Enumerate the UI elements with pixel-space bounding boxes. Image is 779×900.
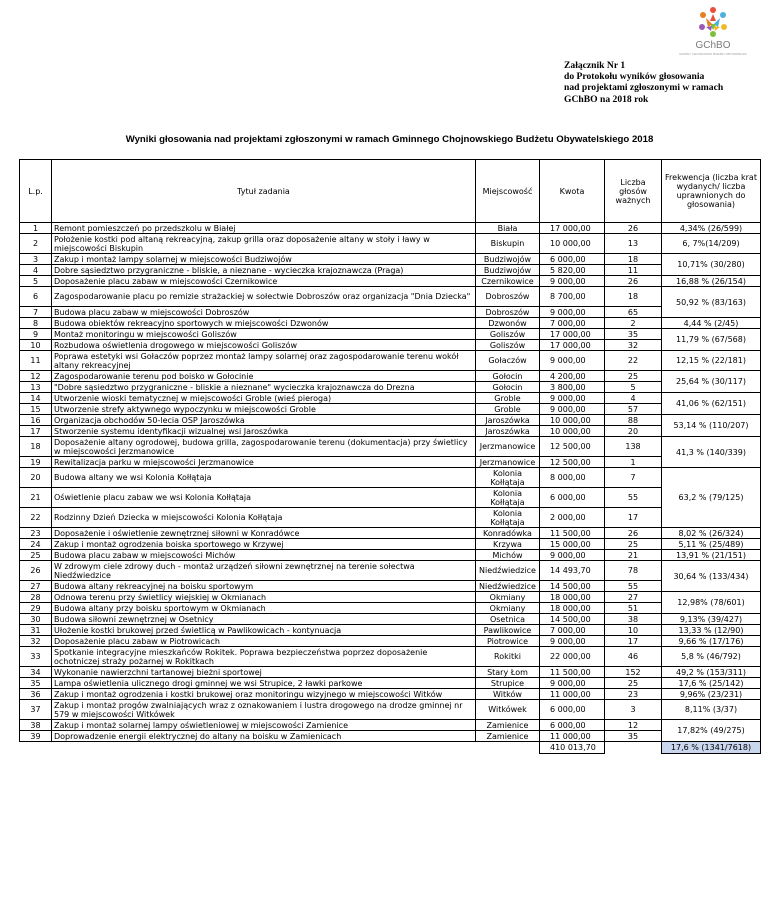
row-number: 31 bbox=[20, 625, 52, 636]
valid-votes: 25 bbox=[605, 678, 662, 689]
location: Konradówka bbox=[476, 528, 540, 539]
valid-votes: 25 bbox=[605, 371, 662, 382]
task-title: Doprowadzenie energii elektrycznej do altany na boisku w Zamienicach bbox=[52, 731, 476, 742]
row-number: 13 bbox=[20, 382, 52, 393]
table-row bbox=[20, 488, 761, 508]
location: Goliszów bbox=[476, 329, 540, 340]
task-title: Zagospodarowanie placu po remizie strażackiej w sołectwie Dobroszów oraz organizacja "Dnia Dziecka" bbox=[52, 287, 476, 307]
location: Budziwojów bbox=[476, 265, 540, 276]
row-number: 9 bbox=[20, 329, 52, 340]
location: Dobroszów bbox=[476, 287, 540, 307]
table-row bbox=[20, 689, 761, 700]
attachment-line: GChBO na 2018 rok bbox=[564, 93, 649, 105]
row-number: 11 bbox=[20, 351, 52, 371]
turnout: 41,06 % (62/151) bbox=[662, 393, 761, 415]
location: Kolonia Kołłątaja bbox=[476, 488, 540, 508]
valid-votes: 27 bbox=[605, 592, 662, 603]
table-row bbox=[20, 468, 761, 488]
location: Osetnica bbox=[476, 614, 540, 625]
amount: 11 000,00 bbox=[540, 689, 605, 700]
page-title: Wyniki głosowania nad projektami zgłoszonymi w ramach Gminnego Chojnowskiego Budżetu Obywatelskiego 2018 bbox=[125, 134, 654, 145]
row-number: 7 bbox=[20, 307, 52, 318]
valid-votes: 4 bbox=[605, 393, 662, 404]
task-title: Lampa oświetlenia ulicznego drogi gminnej we wsi Strupice, 2 ławki parkowe bbox=[52, 678, 476, 689]
amount: 11 500,00 bbox=[540, 528, 605, 539]
task-title: Stworzenie systemu identyfikacji wizualnej wsi Jaroszówka bbox=[52, 426, 476, 437]
task-title: Spotkanie integracyjne mieszkańców Rokitek. Poprawa bezpieczeństwa poprzez doposażenie ochotniczej straży pożarnej w Rokitkach bbox=[52, 647, 476, 667]
turnout: 25,64 % (30/117) bbox=[662, 371, 761, 393]
location: Niedźwiedzice bbox=[476, 561, 540, 581]
amount: 12 500,00 bbox=[540, 457, 605, 468]
valid-votes: 38 bbox=[605, 614, 662, 625]
row-number: 8 bbox=[20, 318, 52, 329]
location: Dobroszów bbox=[476, 307, 540, 318]
amount: 10 000,00 bbox=[540, 415, 605, 426]
valid-votes: 7 bbox=[605, 468, 662, 488]
table-row bbox=[20, 382, 761, 393]
task-title: Rozbudowa oświetlenia drogowego w miejscowości Goliszów bbox=[52, 340, 476, 351]
location: Stary Łom bbox=[476, 667, 540, 678]
location: Jaroszówka bbox=[476, 415, 540, 426]
turnout: 17,6 % (25/142) bbox=[662, 678, 761, 689]
row-number: 20 bbox=[20, 468, 52, 488]
valid-votes: 18 bbox=[605, 254, 662, 265]
amount: 17 000,00 bbox=[540, 329, 605, 340]
header-turnout: Frekwencja (liczba krat wydanych/ liczba uprawnionych do głosowania) bbox=[662, 160, 761, 223]
row-number: 32 bbox=[20, 636, 52, 647]
amount: 9 000,00 bbox=[540, 393, 605, 404]
turnout: 16,88 % (26/154) bbox=[662, 276, 761, 287]
task-title: Doposażenie placu zabaw w miejscowości Czernikowice bbox=[52, 276, 476, 287]
amount: 10 000,00 bbox=[540, 426, 605, 437]
task-title: Doposażenie i oświetlenie zewnętrznej siłowni w Konradówce bbox=[52, 528, 476, 539]
task-title: Odnowa terenu przy świetlicy wiejskiej w Okmianach bbox=[52, 592, 476, 603]
task-title: Budowa placu zabaw w miejscowości Dobroszów bbox=[52, 307, 476, 318]
valid-votes: 35 bbox=[605, 329, 662, 340]
valid-votes: 23 bbox=[605, 689, 662, 700]
row-number: 17 bbox=[20, 426, 52, 437]
table-row bbox=[20, 457, 761, 468]
valid-votes: 152 bbox=[605, 667, 662, 678]
task-title: Utworzenie strefy aktywnego wypoczynku w miejscowości Groble bbox=[52, 404, 476, 415]
task-title: Zakup i montaż progów zwalniających wraz z oznakowaniem i lustra drogowego na drodze gminnej nr 579 w miejscowości Witkówek bbox=[52, 700, 476, 720]
amount: 18 000,00 bbox=[540, 592, 605, 603]
table-row bbox=[20, 647, 761, 667]
header-task: Tytuł zadania bbox=[52, 160, 476, 223]
row-number: 1 bbox=[20, 223, 52, 234]
turnout: 4,34% (26/599) bbox=[662, 223, 761, 234]
table-row bbox=[20, 265, 761, 276]
location: Dzwonów bbox=[476, 318, 540, 329]
attachment-line: Załącznik Nr 1 bbox=[564, 60, 626, 71]
amount: 6 000,00 bbox=[540, 700, 605, 720]
table-row bbox=[20, 720, 761, 731]
task-title: Wykonanie nawierzchni tartanowej bieżni sportowej bbox=[52, 667, 476, 678]
amount: 9 000,00 bbox=[540, 636, 605, 647]
task-title: Budowa altany we wsi Kolonia Kołłątaja bbox=[52, 468, 476, 488]
amount: 9 000,00 bbox=[540, 550, 605, 561]
task-title: Zakup i montaż ogrodzenia i kostki brukowej oraz monitoringu wizyjnego w miejscowości Witków bbox=[52, 689, 476, 700]
row-number: 37 bbox=[20, 700, 52, 720]
attachment-note bbox=[564, 60, 774, 105]
task-title: "Dobre sąsiedztwo przygraniczne - bliskie a nieznane" wycieczka krajoznawcza do Drezna bbox=[52, 382, 476, 393]
amount: 4 200,00 bbox=[540, 371, 605, 382]
table-row bbox=[20, 700, 761, 720]
table-row bbox=[20, 561, 761, 581]
amount: 3 800,00 bbox=[540, 382, 605, 393]
amount: 2 000,00 bbox=[540, 508, 605, 528]
turnout: 41,3 % (140/339) bbox=[662, 437, 761, 468]
valid-votes: 46 bbox=[605, 647, 662, 667]
task-title: Budowa siłowni zewnętrznej w Osetnicy bbox=[52, 614, 476, 625]
location: Gołocin bbox=[476, 382, 540, 393]
empty-cell bbox=[20, 742, 52, 754]
turnout: 12,15 % (22/181) bbox=[662, 351, 761, 371]
amount: 9 000,00 bbox=[540, 307, 605, 318]
table-row bbox=[20, 678, 761, 689]
location: Kolonia Kołłątaja bbox=[476, 508, 540, 528]
turnout: 30,64 % (133/434) bbox=[662, 561, 761, 592]
location: Piotrowice bbox=[476, 636, 540, 647]
table-row bbox=[20, 731, 761, 742]
turnout: 6, 7%(14/209) bbox=[662, 234, 761, 254]
valid-votes: 22 bbox=[605, 351, 662, 371]
table-row bbox=[20, 287, 761, 307]
totals-row bbox=[20, 742, 761, 754]
task-title: Doposażenie placu zabaw w Piotrowicach bbox=[52, 636, 476, 647]
table-row bbox=[20, 437, 761, 457]
table-row bbox=[20, 234, 761, 254]
amount: 18 000,00 bbox=[540, 603, 605, 614]
turnout: 50,92 % (83/163) bbox=[662, 287, 761, 318]
table-row bbox=[20, 539, 761, 550]
task-title: Organizacja obchodów 50-lecia OSP Jaroszówka bbox=[52, 415, 476, 426]
amount: 11 000,00 bbox=[540, 731, 605, 742]
row-number: 18 bbox=[20, 437, 52, 457]
empty-cell bbox=[605, 742, 662, 754]
table-row bbox=[20, 581, 761, 592]
table-row bbox=[20, 625, 761, 636]
amount: 22 000,00 bbox=[540, 647, 605, 667]
location: Michów bbox=[476, 550, 540, 561]
amount: 9 000,00 bbox=[540, 678, 605, 689]
task-title: Montaż monitoringu w miejscowości Goliszów bbox=[52, 329, 476, 340]
turnout: 17,82% (49/275) bbox=[662, 720, 761, 742]
row-number: 15 bbox=[20, 404, 52, 415]
location: Okmiany bbox=[476, 592, 540, 603]
valid-votes: 51 bbox=[605, 603, 662, 614]
task-title: Zagospodarowanie terenu pod boisko w Gołocinie bbox=[52, 371, 476, 382]
row-number: 35 bbox=[20, 678, 52, 689]
row-number: 33 bbox=[20, 647, 52, 667]
turnout: 12,98% (78/601) bbox=[662, 592, 761, 614]
amount: 8 700,00 bbox=[540, 287, 605, 307]
valid-votes: 78 bbox=[605, 561, 662, 581]
table-row bbox=[20, 592, 761, 603]
turnout: 9,13% (39/427) bbox=[662, 614, 761, 625]
amount: 10 000,00 bbox=[540, 234, 605, 254]
task-title: Poprawa estetyki wsi Gołaczów poprzez montaż lampy solarnej oraz zagospodarowanie terenu wokół altany rekreacyjnej bbox=[52, 351, 476, 371]
location: Pawlikowice bbox=[476, 625, 540, 636]
total-amount: 410 013,70 bbox=[540, 742, 605, 754]
amount: 11 500,00 bbox=[540, 667, 605, 678]
row-number: 10 bbox=[20, 340, 52, 351]
turnout: 53,14 % (110/207) bbox=[662, 415, 761, 437]
row-number: 38 bbox=[20, 720, 52, 731]
row-number: 6 bbox=[20, 287, 52, 307]
location: Witkówek bbox=[476, 700, 540, 720]
table-row bbox=[20, 254, 761, 265]
row-number: 25 bbox=[20, 550, 52, 561]
location: Groble bbox=[476, 404, 540, 415]
table-row bbox=[20, 340, 761, 351]
row-number: 34 bbox=[20, 667, 52, 678]
task-title: Oświetlenie placu zabaw we wsi Kolonia Kołłątaja bbox=[52, 488, 476, 508]
table-row bbox=[20, 371, 761, 382]
row-number: 30 bbox=[20, 614, 52, 625]
table-row bbox=[20, 393, 761, 404]
location: Witków bbox=[476, 689, 540, 700]
task-title: Zakup i montaż ogrodzenia boiska sportowego w Krzywej bbox=[52, 539, 476, 550]
header-amount: Kwota bbox=[540, 160, 605, 223]
row-number: 22 bbox=[20, 508, 52, 528]
table-row bbox=[20, 426, 761, 437]
empty-cell bbox=[52, 742, 476, 754]
logo-subtext: GMINNY CHOJNOWSKI BUDŻET OBYWATELSKI bbox=[679, 52, 747, 56]
location: Jerzmanowice bbox=[476, 437, 540, 457]
location: Budziwojów bbox=[476, 254, 540, 265]
table-row bbox=[20, 603, 761, 614]
task-title: W zdrowym ciele zdrowy duch - montaż urządzeń siłowni zewnętrznej na terenie sołectwa Niedźwiedzice bbox=[52, 561, 476, 581]
valid-votes: 1 bbox=[605, 457, 662, 468]
location: Gołocin bbox=[476, 371, 540, 382]
turnout: 13,91 % (21/151) bbox=[662, 550, 761, 561]
table-row bbox=[20, 636, 761, 647]
turnout: 10,71% (30/280) bbox=[662, 254, 761, 276]
amount: 14 500,00 bbox=[540, 614, 605, 625]
row-number: 5 bbox=[20, 276, 52, 287]
valid-votes: 55 bbox=[605, 581, 662, 592]
empty-cell bbox=[476, 742, 540, 754]
valid-votes: 17 bbox=[605, 636, 662, 647]
row-number: 24 bbox=[20, 539, 52, 550]
task-title: Rodzinny Dzień Dziecka w miejscowości Kolonia Kołłątaja bbox=[52, 508, 476, 528]
location: Kolonia Kołłątaja bbox=[476, 468, 540, 488]
row-number: 26 bbox=[20, 561, 52, 581]
table-row bbox=[20, 318, 761, 329]
valid-votes: 26 bbox=[605, 223, 662, 234]
location: Zamienice bbox=[476, 731, 540, 742]
valid-votes: 12 bbox=[605, 720, 662, 731]
amount: 9 000,00 bbox=[540, 404, 605, 415]
row-number: 2 bbox=[20, 234, 52, 254]
location: Jerzmanowice bbox=[476, 457, 540, 468]
valid-votes: 65 bbox=[605, 307, 662, 318]
attachment-line: do Protokołu wyników głosowania bbox=[564, 71, 705, 83]
results-table bbox=[19, 159, 761, 754]
location: Biała bbox=[476, 223, 540, 234]
location: Jaroszówka bbox=[476, 426, 540, 437]
amount: 9 000,00 bbox=[540, 276, 605, 287]
table-row bbox=[20, 667, 761, 678]
location: Groble bbox=[476, 393, 540, 404]
row-number: 29 bbox=[20, 603, 52, 614]
table-row bbox=[20, 307, 761, 318]
location: Goliszów bbox=[476, 340, 540, 351]
row-number: 12 bbox=[20, 371, 52, 382]
valid-votes: 26 bbox=[605, 276, 662, 287]
turnout: 9,96% (23/231) bbox=[662, 689, 761, 700]
valid-votes: 35 bbox=[605, 731, 662, 742]
valid-votes: 13 bbox=[605, 234, 662, 254]
location: Biskupin bbox=[476, 234, 540, 254]
row-number: 23 bbox=[20, 528, 52, 539]
valid-votes: 5 bbox=[605, 382, 662, 393]
amount: 8 000,00 bbox=[540, 468, 605, 488]
valid-votes: 10 bbox=[605, 625, 662, 636]
valid-votes: 21 bbox=[605, 550, 662, 561]
task-title: Zakup i montaż lampy solarnej w miejscowości Budziwojów bbox=[52, 254, 476, 265]
table-row bbox=[20, 415, 761, 426]
row-number: 27 bbox=[20, 581, 52, 592]
task-title: Utworzenie wioski tematycznej w miejscowości Groble (wieś pieroga) bbox=[52, 393, 476, 404]
amount: 14 493,70 bbox=[540, 561, 605, 581]
turnout: 5,8 % (46/792) bbox=[662, 647, 761, 667]
table-row bbox=[20, 351, 761, 371]
task-title: Dobre sąsiedztwo przygraniczne - bliskie, a nieznane - wycieczka krajoznawcza (Praga) bbox=[52, 265, 476, 276]
location: Niedźwiedzice bbox=[476, 581, 540, 592]
amount: 7 000,00 bbox=[540, 318, 605, 329]
turnout: 8,11% (3/37) bbox=[662, 700, 761, 720]
valid-votes: 25 bbox=[605, 539, 662, 550]
turnout: 11,79 % (67/568) bbox=[662, 329, 761, 351]
location: Gołaczów bbox=[476, 351, 540, 371]
table-row bbox=[20, 508, 761, 528]
total-turnout: 17,6 % (1341/7618) bbox=[662, 742, 761, 754]
task-title: Ułożenie kostki brukowej przed świetlicą w Pawlikowicach - kontynuacja bbox=[52, 625, 476, 636]
task-title: Budowa altany rekreacyjnej na boisku sportowym bbox=[52, 581, 476, 592]
location: Krzywa bbox=[476, 539, 540, 550]
valid-votes: 3 bbox=[605, 700, 662, 720]
task-title: Położenie kostki pod altaną rekreacyjną, zakup grilla oraz doposażenie altany w stoły i ławy w miejscowości Biskupin bbox=[52, 234, 476, 254]
task-title: Budowa obiektów rekreacyjno sportowych w miejscowości Dzwonów bbox=[52, 318, 476, 329]
row-number: 4 bbox=[20, 265, 52, 276]
row-number: 21 bbox=[20, 488, 52, 508]
valid-votes: 32 bbox=[605, 340, 662, 351]
valid-votes: 11 bbox=[605, 265, 662, 276]
row-number: 16 bbox=[20, 415, 52, 426]
amount: 9 000,00 bbox=[540, 351, 605, 371]
amount: 5 820,00 bbox=[540, 265, 605, 276]
row-number: 39 bbox=[20, 731, 52, 742]
amount: 6 000,00 bbox=[540, 720, 605, 731]
table-row bbox=[20, 550, 761, 561]
location: Czernikowice bbox=[476, 276, 540, 287]
logo-text: GChBO bbox=[695, 40, 731, 51]
task-title: Remont pomieszczeń po przedszkolu w Białej bbox=[52, 223, 476, 234]
table-row bbox=[20, 404, 761, 415]
location: Zamienice bbox=[476, 720, 540, 731]
header-votes: Liczba głosów ważnych bbox=[605, 160, 662, 223]
valid-votes: 18 bbox=[605, 287, 662, 307]
valid-votes: 26 bbox=[605, 528, 662, 539]
task-title: Budowa altany przy boisku sportowym w Okmianach bbox=[52, 603, 476, 614]
amount: 7 000,00 bbox=[540, 625, 605, 636]
turnout: 9,66 % (17/176) bbox=[662, 636, 761, 647]
location: Rokitki bbox=[476, 647, 540, 667]
valid-votes: 20 bbox=[605, 426, 662, 437]
task-title: Rewitalizacja parku w miejscowości Jerzmanowice bbox=[52, 457, 476, 468]
valid-votes: 57 bbox=[605, 404, 662, 415]
row-number: 28 bbox=[20, 592, 52, 603]
turnout: 4,44 % (2/45) bbox=[662, 318, 761, 329]
task-title: Budowa placu zabaw w miejscowości Michów bbox=[52, 550, 476, 561]
turnout: 8,02 % (26/324) bbox=[662, 528, 761, 539]
turnout: 63,2 % (79/125) bbox=[662, 468, 761, 528]
row-number: 14 bbox=[20, 393, 52, 404]
turnout: 5,11 % (25/489) bbox=[662, 539, 761, 550]
amount: 6 000,00 bbox=[540, 254, 605, 265]
row-number: 3 bbox=[20, 254, 52, 265]
valid-votes: 2 bbox=[605, 318, 662, 329]
table-row bbox=[20, 329, 761, 340]
attachment-line: nad projektami zgłoszonymi w ramach bbox=[564, 82, 724, 94]
location: Okmiany bbox=[476, 603, 540, 614]
turnout: 49,2 % (153/311) bbox=[662, 667, 761, 678]
valid-votes: 55 bbox=[605, 488, 662, 508]
amount: 17 000,00 bbox=[540, 223, 605, 234]
valid-votes: 138 bbox=[605, 437, 662, 457]
turnout: 13,33 % (12/90) bbox=[662, 625, 761, 636]
header-row bbox=[20, 160, 761, 223]
header-lp: L.p. bbox=[20, 160, 52, 223]
table-row bbox=[20, 223, 761, 234]
amount: 12 500,00 bbox=[540, 437, 605, 457]
header-location: Miejscowość bbox=[476, 160, 540, 223]
table-row bbox=[20, 276, 761, 287]
valid-votes: 88 bbox=[605, 415, 662, 426]
amount: 17 000,00 bbox=[540, 340, 605, 351]
table-row bbox=[20, 614, 761, 625]
task-title: Zakup i montaż solarnej lampy oświetleniowej w miejscowości Zamienice bbox=[52, 720, 476, 731]
valid-votes: 17 bbox=[605, 508, 662, 528]
row-number: 19 bbox=[20, 457, 52, 468]
task-title: Doposażenie altany ogrodowej, budowa grilla, zagospodarowanie terenu (dokumentacja) przy świetlicy w miejscowości Jerzmanowice bbox=[52, 437, 476, 457]
row-number: 36 bbox=[20, 689, 52, 700]
location: Strupice bbox=[476, 678, 540, 689]
amount: 15 000,00 bbox=[540, 539, 605, 550]
table-row bbox=[20, 528, 761, 539]
amount: 6 000,00 bbox=[540, 488, 605, 508]
amount: 14 500,00 bbox=[540, 581, 605, 592]
